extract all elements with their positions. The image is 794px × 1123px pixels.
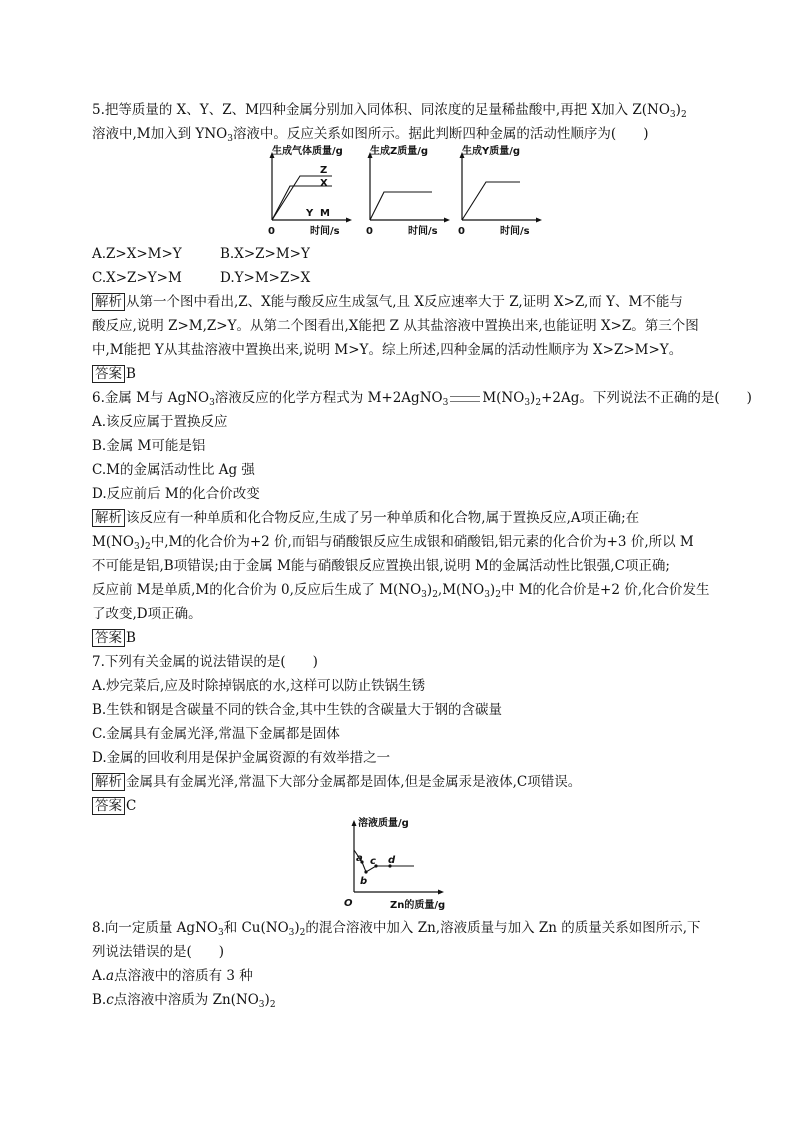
q6-analysis-line5: 了改变,D项正确。 <box>92 606 202 622</box>
label-c: c <box>370 856 376 867</box>
q6-stem: 6.金属 M与 AgNO$_3$溶液反应的化学方程式为 M+2AgNO$_3$ $M(NO_3)_2+2Ag$。下列说法不正确的是( ) <box>92 390 752 408</box>
q5-analysis-line3: 中,M能把 Y从其盐溶液中置换出来,说明 M>Y。综上所述,四种金属的活动性顺序为 X>Z>M>Y。 <box>92 342 683 358</box>
x-axis-arrow-icon <box>536 218 542 223</box>
q5-chart-z-mass <box>360 148 460 238</box>
q5-option-b: B.X>Z>M>Y <box>220 246 310 262</box>
q5-option-a: A.Z>X>M>Y <box>92 246 182 262</box>
series-z-line <box>370 192 432 220</box>
q8-chart-solution-mass <box>340 816 460 912</box>
answer-tag: 答案 <box>92 365 125 383</box>
q7-option-b: B.生铁和钢是含碳量不同的铁合金,其中生铁的含碳量大于钢的含碳量 <box>92 702 503 718</box>
q5-stem-line2: 溶液中,M加入到 $YNO_3$溶液中。反应关系如图所示。据此判断四种金属的活动性顺序为( ) <box>92 126 649 144</box>
x-axis-arrow-icon <box>444 218 450 223</box>
q6-option-d: D.反应前后 M的化合价改变 <box>92 486 260 502</box>
q5-options-row2 <box>92 268 311 288</box>
point-b <box>364 870 367 873</box>
q5-analysis-line1: 解析 从第一个图中看出,Z、X能与酸反应生成氢气,且 X反应速率大于 Z,证明 X>Z,而 Y、M不能与 <box>92 292 683 312</box>
answer-tag: 答案 <box>92 797 125 815</box>
q7-option-a: A.炒完菜后,应及时除掉锅底的水,这样可以防止铁锅生锈 <box>92 678 426 694</box>
label-d: d <box>388 855 396 866</box>
x-axis-arrow-icon <box>438 890 444 895</box>
q6-analysis-line4: 反应前 M是单质,M的化合价为 0,反应后生成了 $M(NO_3)_2,M(NO_3)_2$中 M的化合价是+2 价,化合价发生 <box>92 582 710 600</box>
q7-stem: 7.下列有关金属的说法错误的是( ) <box>92 654 318 670</box>
q6-analysis-line2: $M(NO_3)_2$中,M的化合价为+2 价,而铝与硝酸银反应生成银和硝酸铝,铝元素的化合价为+3 价,所以 M <box>92 534 694 552</box>
origin-label: 0 <box>458 226 465 237</box>
q7-option-c: C.金属具有金属光泽,常温下金属都是固体 <box>92 726 340 742</box>
y-axis-label: 生成气体质量/g <box>272 146 343 157</box>
q6-analysis-line1: 解析 该反应有一种单质和化合物反应,生成了另一种单质和化合物,属于置换反应,A项正确;在 <box>92 508 639 528</box>
x-axis-label: 时间/s <box>500 226 530 237</box>
series-y-line <box>462 182 520 220</box>
q6-answer: 答案 B <box>92 628 136 648</box>
q5-chart-y-mass <box>452 148 552 238</box>
q6-option-a: A.该反应属于置换反应 <box>92 414 228 430</box>
q6-option-b: B.金属 M可能是铝 <box>92 438 206 454</box>
q5-chart-gas-mass <box>262 148 362 238</box>
analysis-tag: 解析 <box>92 293 125 311</box>
y-axis-label: 生成Y质量/g <box>462 146 521 157</box>
label-z: Z <box>320 165 328 176</box>
label-x: X <box>320 178 328 189</box>
equals-sign-icon <box>450 396 480 402</box>
label-a: a <box>356 853 363 864</box>
q8-option-a: A.a点溶液中的溶质有 3 种 <box>92 968 253 984</box>
y-axis-arrow-icon <box>352 820 357 826</box>
y-axis-label: 溶液质量/g <box>358 818 409 829</box>
answer-tag: 答案 <box>92 629 125 647</box>
origin-label: 0 <box>366 226 373 237</box>
q7-answer: 答案 C <box>92 796 136 816</box>
origin-label: 0 <box>268 226 275 237</box>
x-axis-arrow-icon <box>346 218 352 223</box>
label-b: b <box>360 876 368 887</box>
x-axis-label: 时间/s <box>408 226 438 237</box>
label-y: Y <box>306 208 314 219</box>
q6-option-c: C.M的金属活动性比 Ag 强 <box>92 462 255 478</box>
q8-stem-line2: 列说法错误的是( ) <box>92 944 225 960</box>
q5-stem-line1: 5.把等质量的 X、Y、Z、M四种金属分别加入同体积、同浓度的足量稀盐酸中,再把 X加入 $Z(NO_3)_2$ <box>92 102 687 120</box>
q5-options-row1 <box>92 244 310 264</box>
q7-analysis: 解析 金属具有金属光泽,常温下大部分金属都是固体,但是金属汞是液体,C项错误。 <box>92 772 581 792</box>
q5-option-c: C.X>Z>Y>M <box>92 270 182 286</box>
origin-label: O <box>344 898 353 909</box>
analysis-tag: 解析 <box>92 773 125 791</box>
q8-option-b: B.c点溶液中溶质为 $Zn(NO_3)_2$ <box>92 992 276 1010</box>
x-axis-label: Zn的质量/g <box>390 900 446 911</box>
label-m: M <box>320 208 330 219</box>
analysis-tag: 解析 <box>92 509 125 527</box>
q5-option-d: D.Y>M>Z>X <box>220 270 311 286</box>
x-axis-label: 时间/s <box>310 226 340 237</box>
q7-option-d: D.金属的回收利用是保护金属资源的有效举措之一 <box>92 750 391 766</box>
q6-analysis-line3: 不可能是铝,B项错误;由于金属 M能与硝酸银反应置换出银,说明 M的金属活动性比银强,C项正确; <box>92 558 670 574</box>
y-axis-label: 生成Z质量/g <box>370 146 429 157</box>
q8-stem-line1: 8.向一定质量 AgNO$_3$和 $Cu(NO_3)_2$的混合溶液中加入 Zn,溶液质量与加入 Zn 的质量关系如图所示,下 <box>92 920 701 938</box>
q5-analysis-line2: 酸反应,说明 Z>M,Z>Y。从第二个图看出,X能把 Z 从其盐溶液中置换出来,也能证明 X>Z。第三个图 <box>92 318 699 334</box>
q5-answer: 答案 B <box>92 364 136 384</box>
